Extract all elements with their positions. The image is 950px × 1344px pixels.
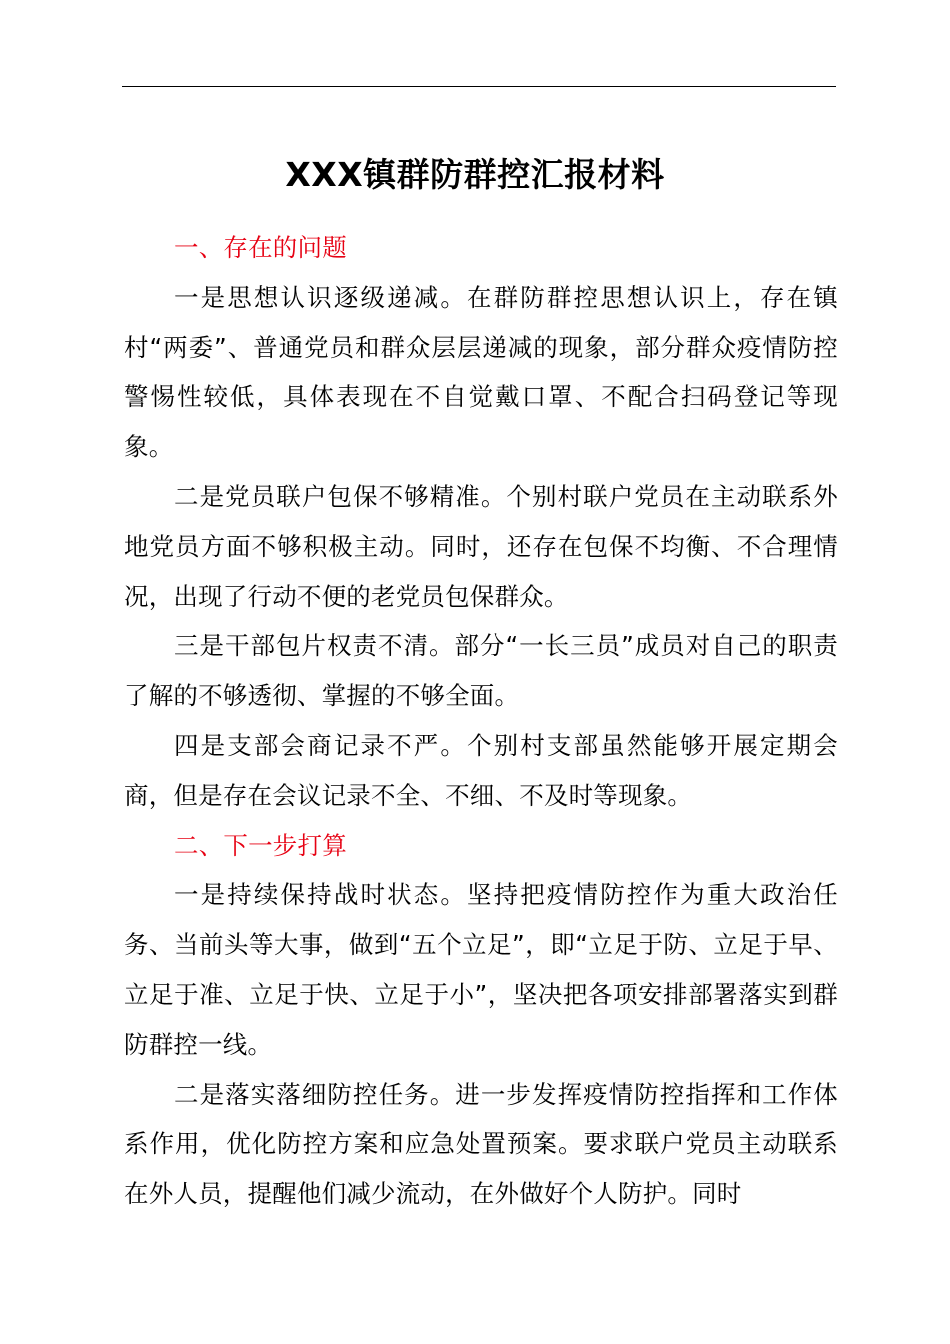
paragraph: 二是落实落细防控任务。进一步发挥疫情防控指挥和工作体系作用，优化防控方案和应急处置预案。要求联户党员主动联系在外人员，提醒他们减少流动，在外做好个人防护。同时 [124, 1079, 838, 1209]
document-title: XXX镇群防群控汇报材料 [285, 155, 665, 194]
paragraph: 四是支部会商记录不严。个别村支部虽然能够开展定期会商，但是存在会议记录不全、不细、不及时等现象。 [124, 730, 838, 810]
section-heading-problems: 一、存在的问题 [174, 233, 347, 262]
paragraph: 一是持续保持战时状态。坚持把疫情防控作为重大政治任务、当前头等大事，做到“五个立足”，即“立足于防、立足于早、立足于准、立足于快、立足于小”，坚决把各项安排部署落实到群防群控一线。 [124, 880, 838, 1059]
paragraph: 二是党员联户包保不够精准。个别村联户党员在主动联系外地党员方面不够积极主动。同时，还存在包保不均衡、不合理情况，出现了行动不便的老党员包保群众。 [124, 481, 838, 611]
document-body [124, 223, 838, 1219]
section-heading-next-steps: 二、下一步打算 [174, 830, 347, 860]
paragraph: 三是干部包片权责不清。部分“一长三员”成员对自己的职责了解的不够透彻、掌握的不够全面。 [124, 631, 838, 711]
paragraph: 一是思想认识逐级递减。在群防群控思想认识上，存在镇村“两委”、普通党员和群众层层递减的现象，部分群众疫情防控警惕性较低，具体表现在不自觉戴口罩、不配合扫码登记等现象。 [124, 282, 838, 462]
header-rule [122, 86, 836, 87]
